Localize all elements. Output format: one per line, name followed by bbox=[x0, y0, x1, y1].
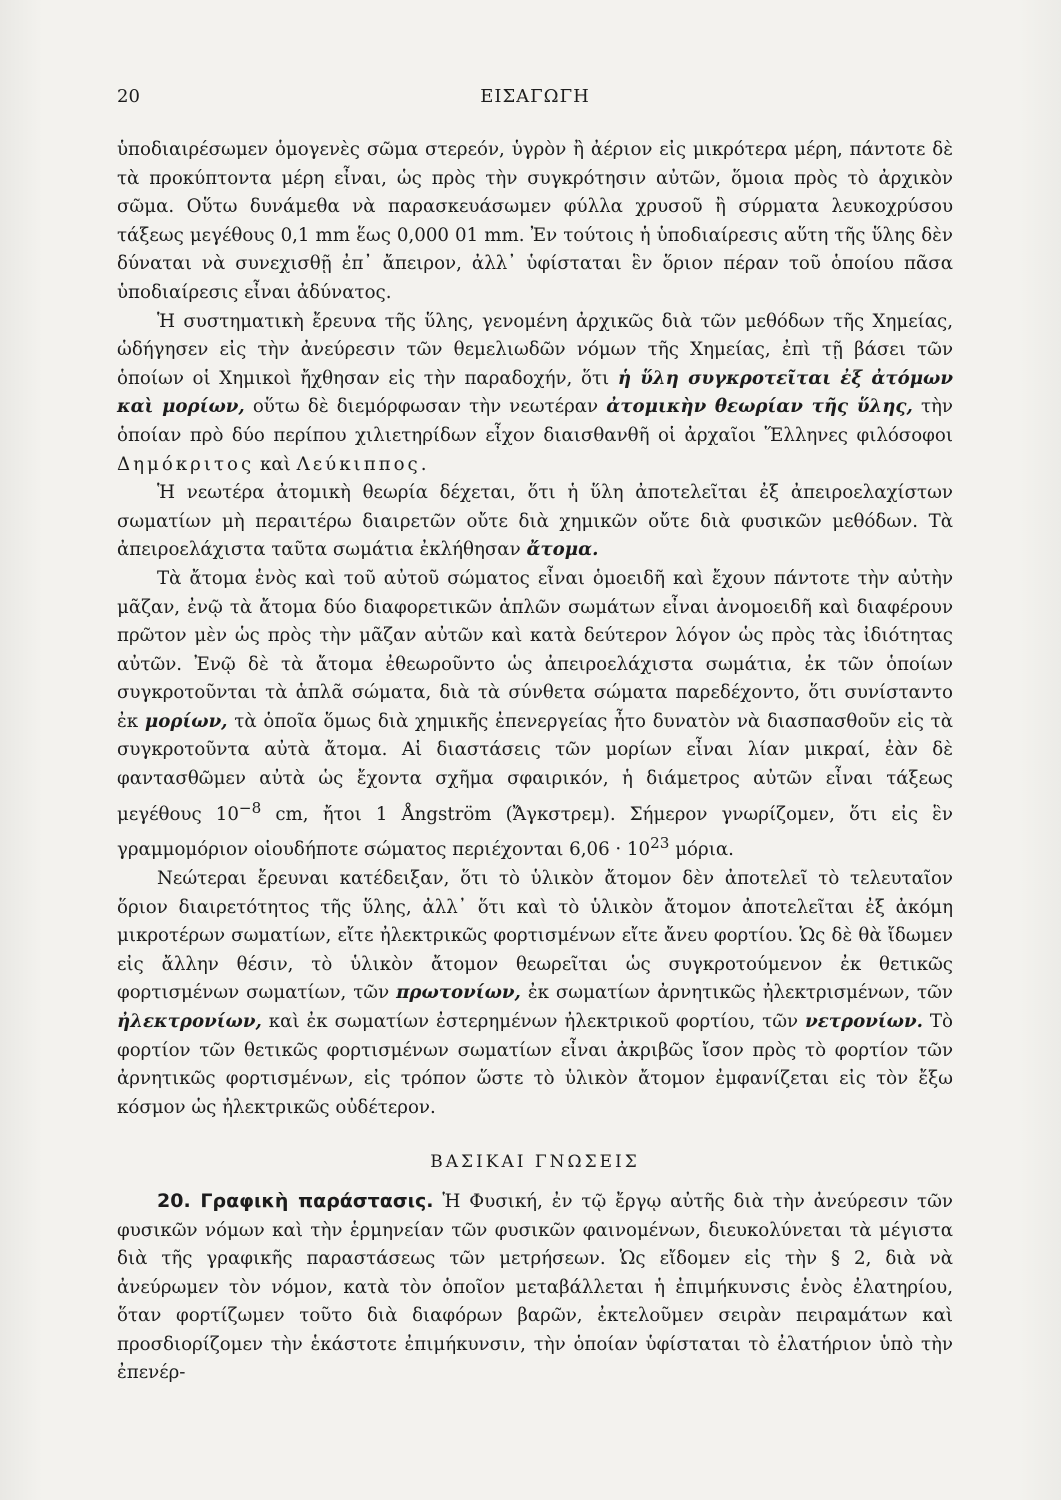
page-body bbox=[117, 136, 953, 1388]
paragraph-3: Ἡ νεωτέρα ἀτομικὴ θεωρία δέχεται, ὅτι ἡ ὕλη ἀποτελεῖται ἐξ ἀπειροελαχίστων σωματίων μὴ περαιτέρω διαιρετῶν οὔτε διὰ χημικῶν οὔτε διὰ φυσικῶν μεθόδων. Τὰ ἀπειροελάχιστα ταῦτα σωμάτια ἐκλήθησαν ἄτομα. bbox=[117, 482, 953, 561]
paragraph-2: Ἡ συστηματικὴ ἔρευνα τῆς ὕλης, γενομένη ἀρχικῶς διὰ τῶν μεθόδων τῆς Χημείας, ὡδήγησεν εἰς τὴν ἀνεύρεσιν τῶν θεμελιωδῶν νόμων τῆς Χημείας, ἐπὶ τῇ βάσει τῶν ὁποίων οἱ Χημικοὶ ἤχθησαν εἰς τὴν παραδοχήν, ὅτι ἡ ὕλη συγκροτεῖται ἐξ ἀτόμων καὶ μορίων, οὕτω δὲ διεμόρφωσαν τὴν νεωτέραν ἀτομικὴν θεωρίαν τῆς ὕλης, τὴν ὁποίαν πρὸ δύο περίπου χιλιετηρίδων εἶχον διαισθανθῆ οἱ ἀρχαῖοι Ἕλληνες φιλόσοφοι Δημόκριτος καὶ Λεύκιππος. bbox=[117, 310, 953, 475]
page-header bbox=[117, 86, 953, 112]
emphasis-atomic-theory: ἀτομικὴν θεωρίαν τῆς ὕλης, bbox=[606, 396, 913, 418]
emphasis-protons: πρωτονίων, bbox=[396, 982, 521, 1004]
section-heading: ΒΑΣΙΚΑΙ ΓΝΩΣΕΙΣ bbox=[430, 1152, 640, 1173]
emphasis-neutrons: νετρονίων. bbox=[805, 1010, 923, 1032]
emphasis-atoms: ἄτομα. bbox=[526, 539, 599, 561]
emphasis-matter-atoms: ἡ ὕλη συγκροτεῖται ἐξ ἀτόμων καὶ μορίων, bbox=[117, 367, 953, 418]
exponent-23: 23 bbox=[650, 834, 670, 853]
emphasis-molecules: μορίων, bbox=[144, 710, 228, 732]
exponent-minus-8: −8 bbox=[238, 798, 262, 817]
paragraph-4: Τὰ ἄτομα ἑνὸς καὶ τοῦ αὐτοῦ σώματος εἶναι ὁμοειδῆ καὶ ἔχουν πάντοτε τὴν αὐτὴν μᾶζαν, ἐνῷ τὰ ἄτομα δύο διαφορετικῶν ἁπλῶν σωμάτων εἶναι ἀνομοειδῆ καὶ διαφέρουν πρῶτον μὲν ὡς πρὸς τὴν μᾶζαν αὐτῶν καὶ κατὰ δεύτερον λόγον ὡς πρὸς τὰς ἰδιότητας αὐτῶν. Ἐνῷ δὲ τὰ ἄτομα ἐθεωροῦντο ὡς ἀπειροελάχιστα σωμάτια, ἐκ τῶν ὁποίων συγκροτοῦνται τὰ ἁπλᾶ σώματα, διὰ τὰ σύνθετα σώματα παρεδέχοντο, ὅτι συνίσταντο ἐκ μορίων, τὰ ὁποῖα ὅμως διὰ χημικῆς ἐπενεργείας ἦτο δυνατὸν νὰ διασπασθοῦν εἰς τὰ συγκροτοῦντα αὐτὰ ἄτομα. Αἱ διαστάσεις τῶν μορίων εἶναι λίαν μικραί, ἐὰν δὲ φαντασθῶμεν αὐτὰ ὡς ἔχοντα σχῆμα σφαιρικόν, ἡ διάμετρος αὐτῶν εἶναι τάξεως μεγέθους $10^{-8}$ cm, ἤτοι 1 Ångström (Ἄγκστρεμ). Σήμερον γνωρίζομεν, ὅτι εἰς ἓν γραμμομόριον οἱουδήποτε σώματος περιέχονται $6,06 \cdot 10^{23}$ μόρια. bbox=[117, 567, 953, 861]
page-number: 20 bbox=[117, 86, 140, 107]
name-democritus: Δημόκριτος bbox=[117, 453, 255, 475]
running-title: ΕΙΣΑΓΩΓΗ bbox=[480, 86, 590, 107]
paragraph-1: ὑποδιαιρέσωμεν ὁμογενὲς σῶμα στερεόν, ὑγρὸν ἢ ἀέριον εἰς μικρότερα μέρη, πάντοτε δὲ τὰ προκύπτοντα μέρη εἶναι, ὡς πρὸς τὴν συγκρότησιν αὐτῶν, ὅμοια πρὸς τὸ ἀρχικὸν σῶμα. Οὕτω δυνάμεθα νὰ παρασκευάσωμεν φύλλα χρυσοῦ ἢ σύρματα λευκοχρύσου τάξεως μεγέθους 0,1 mm ἕως 0,000 01 mm. Ἐν τούτοις ἡ ὑποδιαίρεσις αὕτη τῆς ὕλης δὲν δύναται νὰ συνεχισθῇ ἐπ᾽ ἄπειρον, ἀλλ᾽ ὑφίσταται ἓν ὅριον πέραν τοῦ ὁποίου πᾶσα ὑποδιαίρεσις εἶναι ἀδύνατος. bbox=[117, 139, 953, 303]
section-20-paragraph: 20. Γραφικὴ παράστασις. Ἡ Φυσική, ἐν τῷ ἔργῳ αὐτῆς διὰ τὴν ἀνεύρεσιν τῶν φυσικῶν νόμων καὶ τὴν ἑρμηνείαν τῶν φυσικῶν φαινομένων, διευκολύνεται τὰ μέγιστα διὰ τῆς γραφικῆς παραστάσεως τῶν μετρήσεων. Ὡς εἴδομεν εἰς τὴν § 2, διὰ νὰ ἀνεύρωμεν τὸν νόμον, κατὰ τὸν ὁποῖον μεταβάλλεται ἡ ἐπιμήκυνσις ἑνὸς ἐλατηρίου, ὅταν φορτίζωμεν τοῦτο διὰ διαφόρων βαρῶν, ἐκτελοῦμεν σειρὰν πειραμάτων καὶ προσδιορίζομεν τὴν ἑκάστοτε ἐπιμήκυνσιν, τὴν ὁποίαν ὑφίσταται τὸ ἐλατήριον ὑπὸ τὴν ἐπενέρ- bbox=[117, 1189, 953, 1384]
emphasis-electrons: ἠλεκτρονίων, bbox=[117, 1010, 262, 1032]
name-leucippus: Λεύκιππος. bbox=[296, 453, 430, 475]
section-number-title: 20. Γραφικὴ παράστασις. bbox=[157, 1189, 434, 1212]
paragraph-5: Νεώτεραι ἔρευναι κατέδειξαν, ὅτι τὸ ὑλικὸν ἄτομον δὲν ἀποτελεῖ τὸ τελευταῖον ὅριον διαιρετότητος τῆς ὕλης, ἀλλ᾽ ὅτι καὶ τὸ ὑλικὸν ἄτομον ἀποτελεῖται ἐξ ἀκόμη μικροτέρων σωματίων, εἴτε ἠλεκτρικῶς φορτισμένων εἴτε ἄνευ φορτίου. Ὡς δὲ θὰ ἴδωμεν εἰς ἄλλην θέσιν, τὸ ὑλικὸν ἄτομον θεωρεῖται ὡς συγκροτούμενον ἐκ θετικῶς φορτισμένων σωματίων, τῶν πρωτονίων, ἐκ σωματίων ἀρνητικῶς ἠλεκτρισμένων, τῶν ἠλεκτρονίων, καὶ ἐκ σωματίων ἐστερημένων ἠλεκτρικοῦ φορτίου, τῶν νετρονίων. Τὸ φορτίον τῶν θετικῶς φορτισμένων σωματίων εἶναι ἀκριβῶς ἴσον πρὸς τὸ φορτίον τῶν ἀρνητικῶς φορτισμένων, εἰς τρόπον ὥστε τὸ ὑλικὸν ἄτομον ἐμφανίζεται εἰς τὸν ἔξω κόσμον ὡς ἠλεκτρικῶς οὐδέτερον. bbox=[117, 867, 953, 1118]
